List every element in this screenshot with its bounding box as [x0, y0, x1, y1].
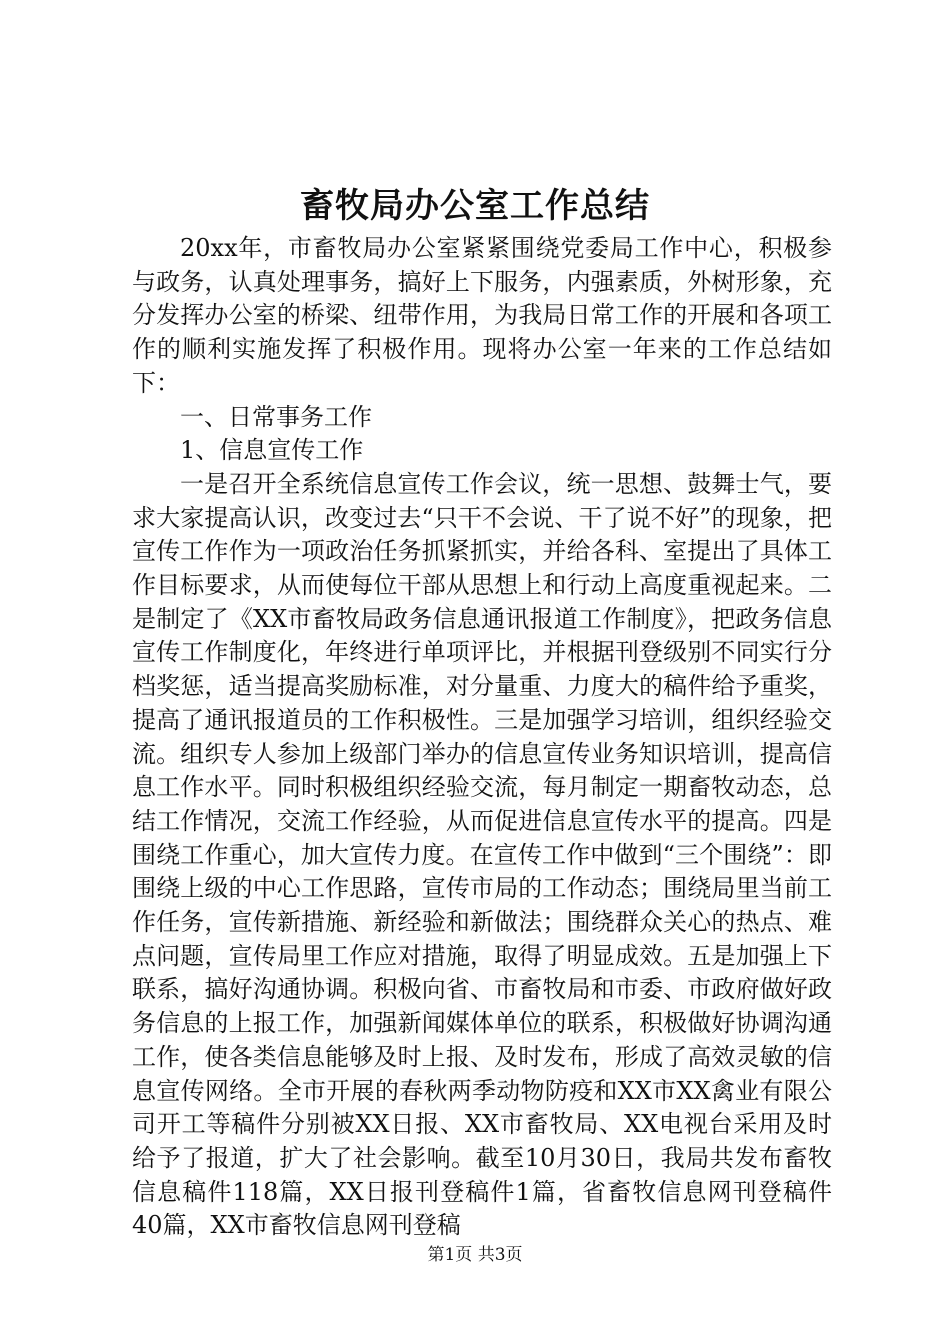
page-footer: 第1页 共3页 [427, 1245, 523, 1265]
subsection-heading-information-publicity: 1、信息宣传工作 [180, 436, 364, 465]
paragraph-information-publicity: 一是召开全系统信息宣传工作会议，统一思想、鼓舞士气，要求大家提高认识，改变过去“只干不会说、干了说不好”的现象，把宣传工作作为一项政治任务抓紧抓实，并给各科、室提出了具体工作目标要求，从而使每位干部从思想上和行动上高度重视起来。二是制定了《XX市畜牧局政务信息通讯报道工作制度》，把政务信息宣传工作制度化，年终进行单项评比，并根据刊登级别不同实行分档奖惩，适当提高奖励标准，对分量重、力度大的稿件给予重奖，提高了通讯报道员的工作积极性。三是加强学习培训，组织经验交流。组织专人参加上级部门举办的信息宣传业务知识培训，提高信息工作水平。同时积极组织经验交流，每月制定一期畜牧动态，总结工作情况，交流工作经验，从而促进信息宣传水平的提高。四是围绕工作重心，加大宣传力度。在宣传工作中做到“三个围绕”：即围绕上级的中心工作思路，宣传市局的工作动态；围绕局里当前工作任务，宣传新措施、新经验和新做法；围绕群众关心的热点、难点问题，宣传局里工作应对措施，取得了明显成效。五是加强上下联系，搞好沟通协调。积极向省、市畜牧局和市委、市政府做好政务信息的上报工作，加强新闻媒体单位的联系，积极做好协调沟通工作，使各类信息能够及时上报、及时发布，形成了高效灵敏的信息宣传网络。全市开展的春秋两季动物防疫和XX市XX禽业有限公司开工等稿件分别被XX日报、XX市畜牧局、XX电视台采用及时给予了报道，扩大了社会影响。截至10月30日，我局共发布畜牧信息稿件118篇，XX日报刊登稿件1篇，省畜牧信息网刊登稿件40篇，XX市畜牧信息网刊登稿 [132, 469, 832, 1240]
paragraph-intro: 20xx年，市畜牧局办公室紧紧围绕党委局工作中心，积极参与政务，认真处理事务，搞好上下服务，内强素质，外树形象，充分发挥办公室的桥梁、纽带作用，为我局日常工作的开展和各项工作的顺利实施发挥了积极作用。现将办公室一年来的工作总结如下： [132, 234, 832, 397]
section-heading-daily-affairs: 一、日常事务工作 [180, 402, 372, 431]
document-body [132, 232, 832, 1243]
document-title: 畜牧局办公室工作总结 [300, 186, 650, 226]
